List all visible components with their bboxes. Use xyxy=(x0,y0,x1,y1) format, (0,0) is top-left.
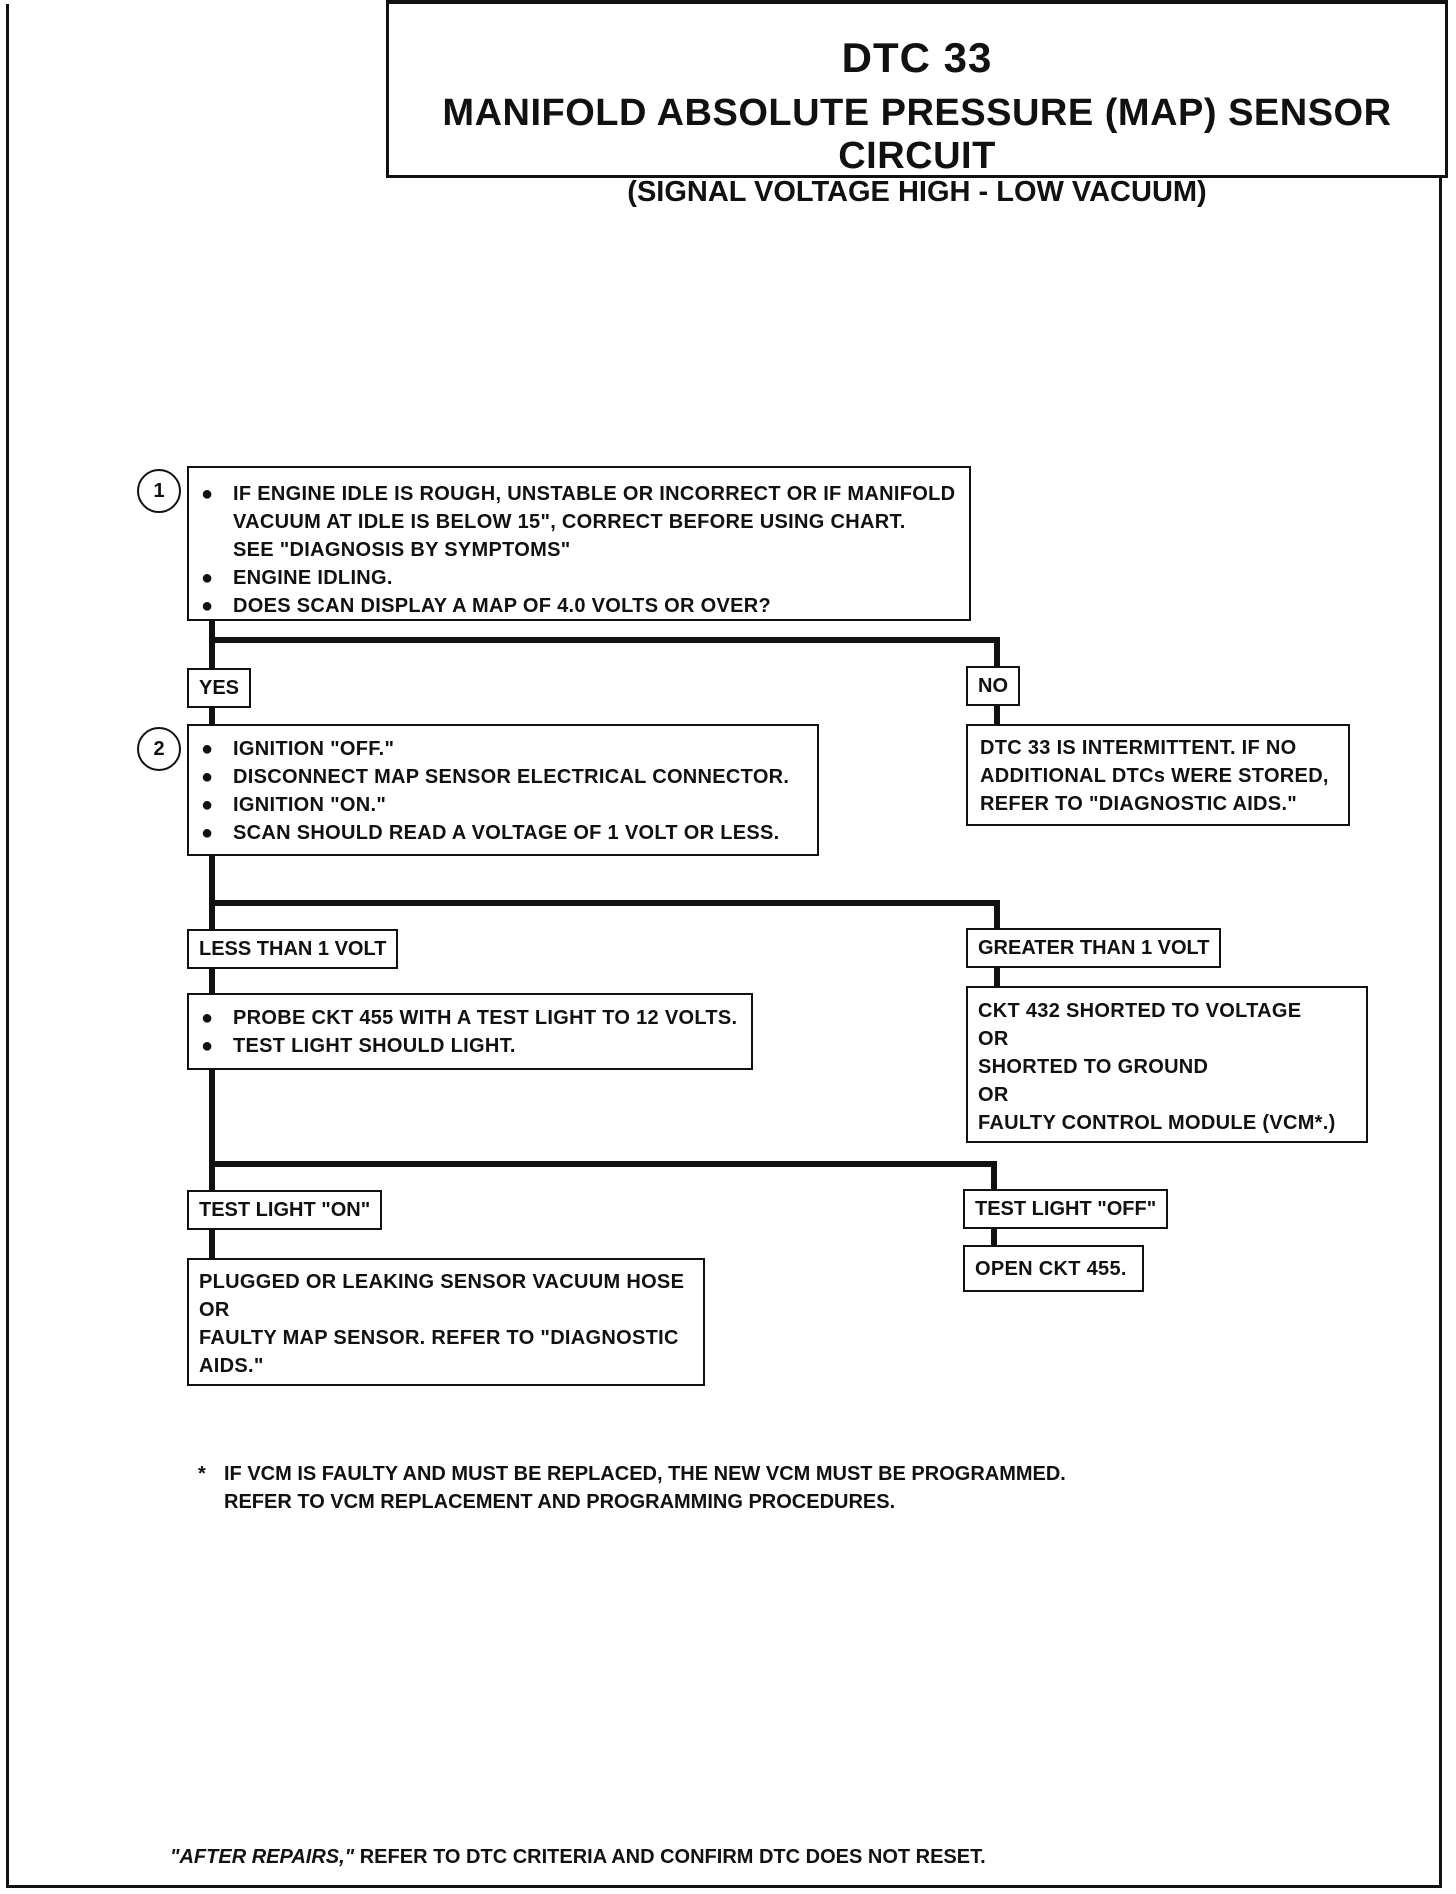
vcm-note-line-2: REFER TO VCM REPLACEMENT AND PROGRAMMING PROCEDURES. xyxy=(224,1491,896,1513)
connector xyxy=(994,966,1000,988)
greater-result-line: FAULTY CONTROL MODULE (VCM*.) xyxy=(978,1112,1336,1134)
vcm-note-line-1: IF VCM IS FAULTY AND MUST BE REPLACED, THE NEW VCM MUST BE PROGRAMMED. xyxy=(224,1463,1066,1485)
yes-label: YES xyxy=(187,668,251,708)
step-2-box xyxy=(187,724,819,856)
connector xyxy=(209,637,1000,643)
greater-result-line: OR xyxy=(978,1028,1009,1050)
on-result-line: OR xyxy=(199,1299,230,1321)
step-1-item-continued: VACUUM AT IDLE IS BELOW 15", CORRECT BEFORE USING CHART. xyxy=(233,511,906,533)
off-result-box xyxy=(963,1245,1144,1292)
connector xyxy=(991,1161,997,1191)
greater-than-1-volt-label: GREATER THAN 1 VOLT xyxy=(966,928,1221,968)
no-result-line: REFER TO "DIAGNOSTIC AIDS." xyxy=(980,793,1298,815)
greater-result-line: SHORTED TO GROUND xyxy=(978,1056,1209,1078)
on-result-box xyxy=(187,1258,705,1386)
step-1-item: ● IF ENGINE IDLE IS ROUGH, UNSTABLE OR INCORRECT OR IF MANIFOLD xyxy=(201,483,956,505)
step-3-item: ● TEST LIGHT SHOULD LIGHT. xyxy=(201,1035,516,1057)
step-1-item-continued: SEE "DIAGNOSIS BY SYMPTOMS" xyxy=(233,539,571,561)
step-1-marker: 1 xyxy=(137,469,181,513)
on-result-line: PLUGGED OR LEAKING SENSOR VACUUM HOSE xyxy=(199,1271,685,1293)
step-2-item: ● IGNITION "ON." xyxy=(201,794,387,816)
connector xyxy=(209,1161,997,1167)
connector xyxy=(209,1069,215,1193)
footer-note xyxy=(170,1846,986,1869)
no-result-line: DTC 33 IS INTERMITTENT. IF NO xyxy=(980,737,1297,759)
connector xyxy=(209,900,1000,906)
less-than-1-volt-label: LESS THAN 1 VOLT xyxy=(187,929,398,969)
on-result-line: FAULTY MAP SENSOR. REFER TO "DIAGNOSTIC xyxy=(199,1327,679,1349)
greater-result-line: OR xyxy=(978,1084,1009,1106)
step-2-item: ● SCAN SHOULD READ A VOLTAGE OF 1 VOLT OR LESS. xyxy=(201,822,780,844)
test-light-off-label: TEST LIGHT "OFF" xyxy=(963,1189,1168,1229)
footer-text: REFER TO DTC CRITERIA AND CONFIRM DTC DOES NOT RESET. xyxy=(354,1846,986,1868)
connector xyxy=(994,706,1000,726)
chart-subtitle: (SIGNAL VOLTAGE HIGH - LOW VACUUM) xyxy=(627,176,1207,208)
connector xyxy=(991,1227,997,1247)
connector xyxy=(994,900,1000,930)
step-2-item: ● DISCONNECT MAP SENSOR ELECTRICAL CONNECTOR. xyxy=(201,766,790,788)
no-result-box xyxy=(966,724,1350,826)
no-result-line: ADDITIONAL DTCs WERE STORED, xyxy=(980,765,1329,787)
dtc-code: DTC 33 xyxy=(841,34,993,81)
step-3-box xyxy=(187,993,753,1070)
step-1-item: ● ENGINE IDLING. xyxy=(201,567,393,589)
greater-result-box xyxy=(966,986,1368,1143)
step-2-marker: 2 xyxy=(137,727,181,771)
on-result-line: AIDS." xyxy=(199,1355,264,1377)
step-1-item: ● DOES SCAN DISPLAY A MAP OF 4.0 VOLTS OR OVER? xyxy=(201,595,772,617)
connector xyxy=(209,856,215,931)
connector xyxy=(209,620,215,670)
step-1-box xyxy=(187,466,971,621)
connector xyxy=(209,706,215,726)
step-3-item: ● PROBE CKT 455 WITH A TEST LIGHT TO 12 VOLTS. xyxy=(201,1007,738,1029)
footer-emphasis: "AFTER REPAIRS," xyxy=(170,1846,355,1868)
connector xyxy=(209,1228,215,1260)
no-label: NO xyxy=(966,666,1020,706)
off-result-text: OPEN CKT 455. xyxy=(975,1258,1127,1280)
vcm-note-star: * xyxy=(198,1463,206,1485)
chart-title: MANIFOLD ABSOLUTE PRESSURE (MAP) SENSOR CIRCUIT xyxy=(442,92,1392,177)
connector xyxy=(209,967,215,995)
greater-result-line: CKT 432 SHORTED TO VOLTAGE xyxy=(978,1000,1302,1022)
test-light-on-label: TEST LIGHT "ON" xyxy=(187,1190,382,1230)
step-2-item: ● IGNITION "OFF." xyxy=(201,738,395,760)
title-block xyxy=(386,0,1448,208)
